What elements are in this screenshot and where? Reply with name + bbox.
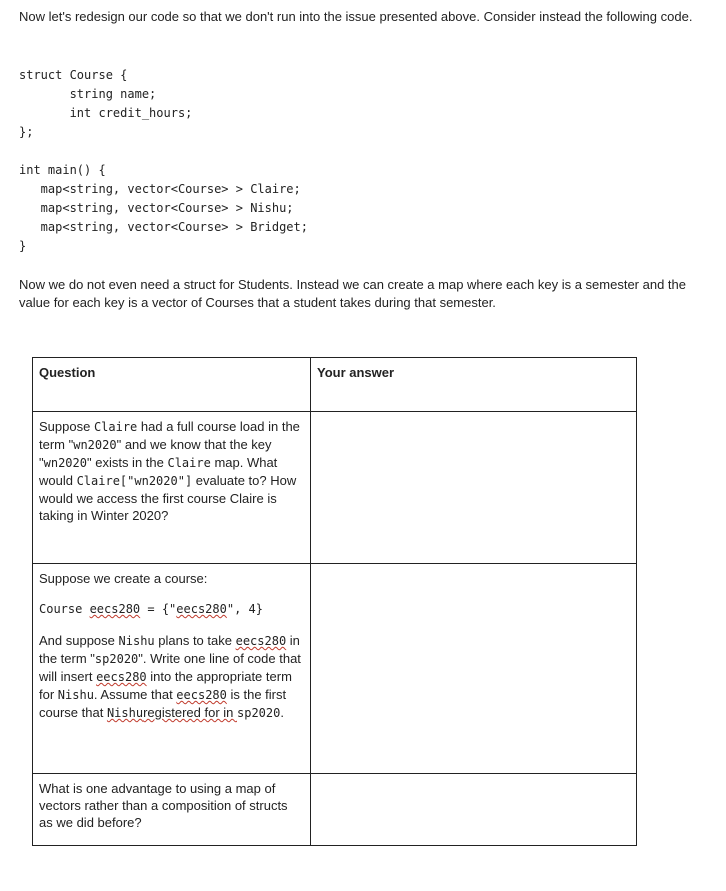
answer-cell-2[interactable]	[311, 564, 637, 774]
question-text: into the appropriate term for	[39, 669, 292, 702]
code-line: }	[19, 239, 27, 253]
inline-code: sp2020	[237, 706, 281, 720]
question-text: " exists in the	[86, 455, 168, 470]
question-cell-2	[33, 564, 311, 774]
inline-code: eecs280	[235, 634, 287, 648]
question-text: " and we know that the key "	[39, 437, 272, 470]
inline-code: Claire["wn2020"]	[76, 474, 193, 488]
question-cell-1	[33, 412, 311, 564]
question-text: is the first course that	[39, 687, 287, 720]
question-text: .	[280, 705, 284, 720]
code-line: int main() {	[19, 163, 106, 177]
answer-cell-3[interactable]	[311, 774, 637, 846]
question-text: plans to take	[154, 633, 236, 648]
code-line: string name;	[19, 87, 157, 101]
question-text-block	[39, 632, 304, 722]
code-line: int credit_hours;	[19, 106, 193, 120]
table-row	[33, 412, 637, 564]
inline-code: Nishu	[118, 634, 155, 648]
question-text: Suppose	[39, 419, 94, 434]
code-snippet	[39, 601, 304, 618]
inline-code: Course	[39, 602, 90, 616]
question-text: registered for in	[143, 705, 237, 720]
inline-code: eecs280	[176, 688, 227, 702]
inline-code: eecs280	[89, 602, 141, 616]
question-text: had a full course load in the term "	[39, 419, 300, 452]
code-line: map<string, vector<Course> > Nishu;	[19, 201, 294, 215]
inline-code: Claire	[167, 456, 211, 470]
explanation-paragraph: Now we do not even need a struct for Students. Instead we can create a map where each key is a semester and the value for each key is a vector of Courses that a student takes during that semester.	[19, 277, 686, 310]
table-header-row	[33, 358, 637, 412]
question-text: . Assume that	[93, 687, 177, 702]
question-header: Question	[33, 358, 311, 412]
inline-code: Nishu	[57, 688, 94, 702]
question-cell-3: What is one advantage to using a map of vectors rather than a composition of structs as we did before?	[33, 774, 311, 846]
question-text: And suppose	[39, 633, 119, 648]
question-text: in the term "	[39, 633, 300, 666]
table-row	[33, 564, 637, 774]
inline-code: ", 4}	[226, 602, 263, 616]
answer-header: Your answer	[311, 358, 637, 412]
inline-code: eecs280	[96, 670, 147, 684]
code-line: struct Course {	[19, 68, 128, 82]
question-text: evaluate to? How would we access the first course Claire is taking in Winter 2020?	[39, 473, 297, 523]
inline-code: sp2020	[94, 652, 139, 666]
question-text: map. What would	[39, 455, 278, 488]
inline-code: Claire	[93, 420, 138, 434]
inline-code: wn2020	[73, 438, 117, 452]
answer-cell-1[interactable]	[311, 412, 637, 564]
question-text: Suppose we create a course:	[39, 571, 208, 586]
code-block	[19, 66, 308, 256]
code-line: map<string, vector<Course> > Bridget;	[19, 220, 308, 234]
code-line: map<string, vector<Course> > Claire;	[19, 182, 301, 196]
inline-code: eecs280	[176, 602, 227, 616]
inline-code: wn2020	[43, 456, 87, 470]
intro-paragraph: Now let's redesign our code so that we don't run into the issue presented above. Consider instead the following code.	[19, 9, 693, 24]
code-line: };	[19, 125, 34, 139]
question-answer-table	[32, 357, 637, 846]
inline-code: = {"	[140, 602, 177, 616]
question-text: ". Write one line of code that will insert	[39, 651, 301, 684]
inline-code: Nishu	[106, 706, 144, 720]
table-row	[33, 774, 637, 846]
